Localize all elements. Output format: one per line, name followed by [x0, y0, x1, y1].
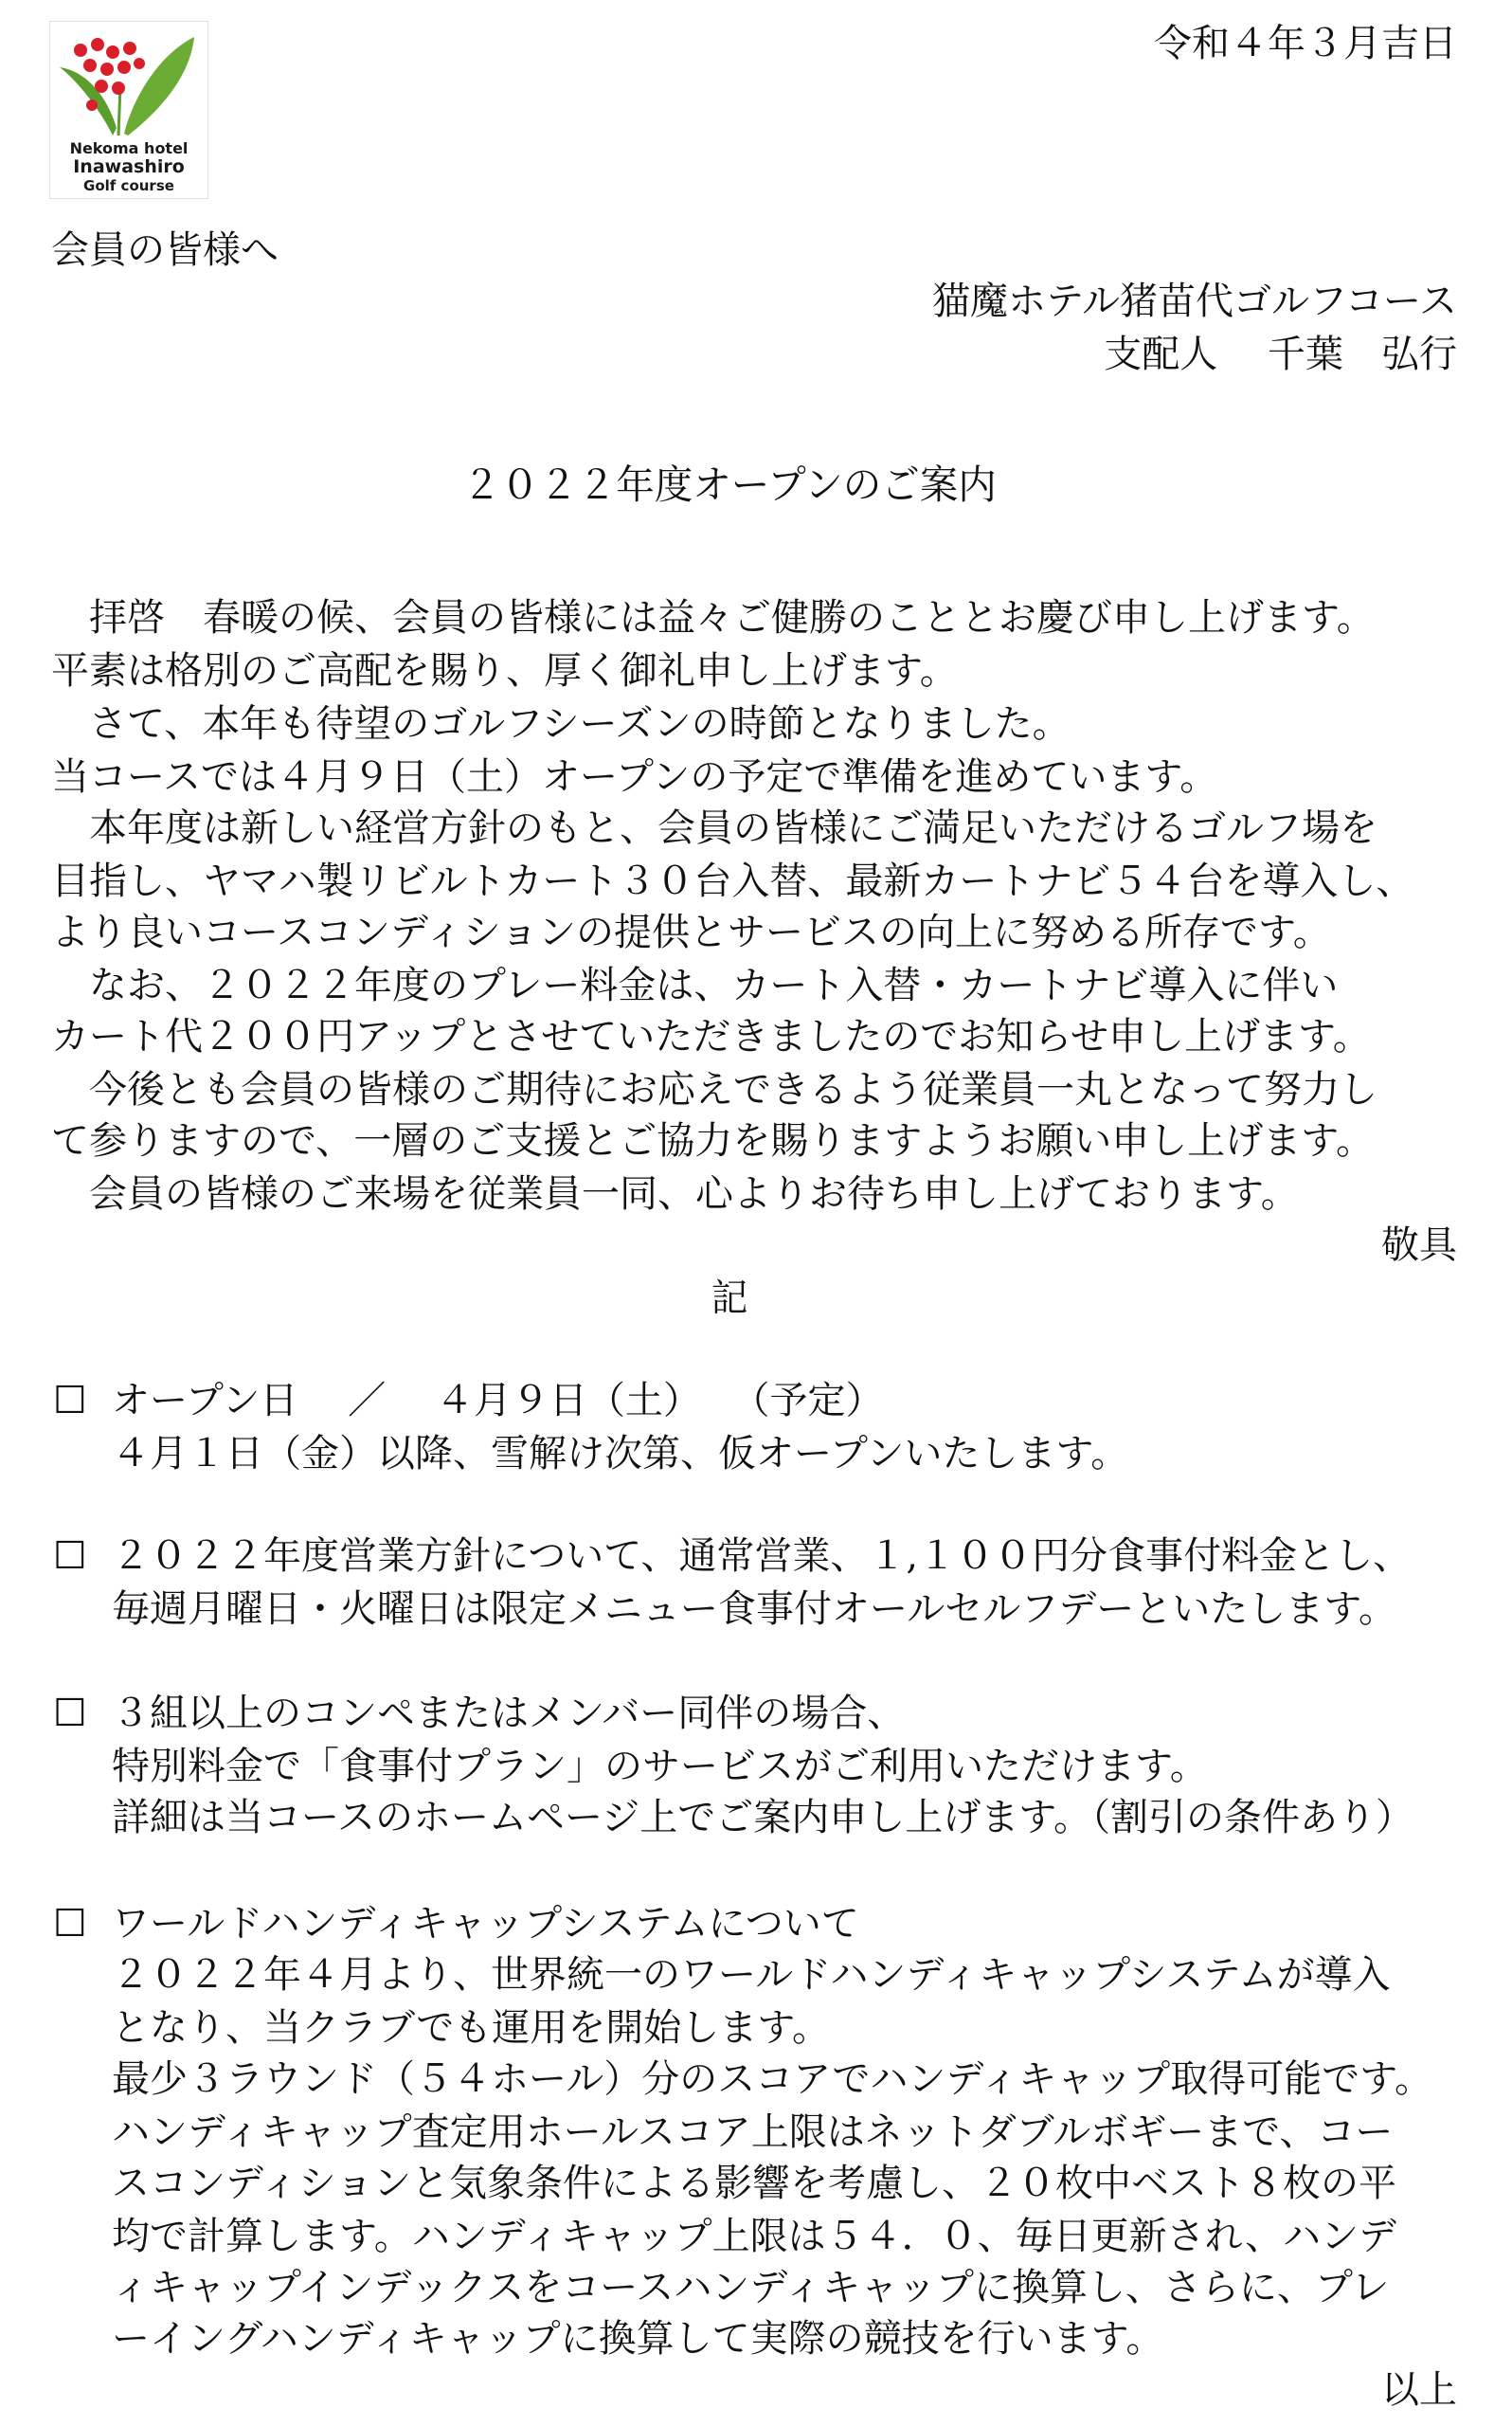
item-open-date-head: オープン日 ／ ４月９日（土） （予定）	[112, 1379, 884, 1422]
body-line: さて、本年も待望のゴルフシーズンの時節となりました。	[51, 702, 1071, 746]
item-handicap-line: スコンディションと気象条件による影響を考慮し、２０枚中ベスト８枚の平	[112, 2162, 1396, 2205]
addressee: 会員の皆様へ	[51, 228, 279, 272]
body-line: 当コースでは４月９日（土）オープンの予定で準備を進めています。	[51, 755, 1218, 799]
item-compe-line: 特別料金で「食事付プラン」のサービスがご利用いただけます。	[112, 1745, 1208, 1788]
logo-text-line3: Golf course	[83, 177, 174, 194]
item-handicap-line: ーイングハンディキャップに換算して実際の競技を行います。	[112, 2317, 1164, 2361]
body-line: て参りますので、一層のご支援とご協力を賜りますようお願い申し上げます。	[51, 1119, 1374, 1163]
closing-ijou: 以上	[1381, 2368, 1457, 2412]
item-policy-head: ２０２２年度営業方針について、通常営業、１,１００円分食事付料金とし、	[112, 1534, 1412, 1578]
checkbox-icon: ☐	[53, 1534, 87, 1578]
item-handicap-line: となり、当クラブでも運用を開始します。	[112, 2006, 830, 2050]
item-handicap-line: ィキャップインデックスをコースハンディキャップに換算し、さらに、プレ	[112, 2266, 1390, 2309]
ki-heading: 記	[711, 1276, 748, 1320]
item-handicap-line: ハンディキャップ査定用ホールスコア上限はネットダブルボギーまで、コー	[112, 2110, 1394, 2154]
item-policy-line: 毎週月曜日・火曜日は限定メニュー食事付オールセルフデーといたします。	[112, 1587, 1396, 1631]
date: 令和４年３月吉日	[1154, 22, 1457, 65]
checkbox-icon: ☐	[53, 1379, 87, 1422]
page-title: ２０２２年度オープンのご案内	[462, 462, 997, 508]
logo-text-line1: Nekoma hotel	[69, 139, 189, 157]
sender-name: 支配人 千葉 弘行	[1104, 333, 1457, 376]
item-handicap-line: 最少３ラウンド（５４ホール）分のスコアでハンディキャップ取得可能です。	[112, 2057, 1432, 2101]
item-compe-line: 詳細は当コースのホームページ上でご案内申し上げます。（割引の条件あり）	[112, 1796, 1413, 1839]
checkbox-icon: ☐	[53, 1692, 87, 1735]
item-compe-head: ３組以上のコンペまたはメンバー同伴の場合、	[112, 1692, 906, 1735]
sender-org: 猫魔ホテル猪苗代ゴルフコース	[932, 280, 1457, 323]
item-handicap-head: ワールドハンディキャップシステムについて	[112, 1902, 859, 1946]
checkbox-icon: ☐	[53, 1902, 87, 1946]
item-handicap-line: 均で計算します。ハンディキャップ上限は５４．０、毎日更新され、ハンデ	[112, 2215, 1396, 2258]
body-line: 本年度は新しい経営方針のもと、会員の皆様にご満足いただけるゴルフ場を	[51, 806, 1377, 850]
body-line: カート代２００円アップとさせていただきましたのでお知らせ申し上げます。	[51, 1015, 1371, 1059]
berry-leaf-logo-icon	[58, 29, 200, 141]
body-line: 会員の皆様のご来場を従業員一同、心よりお待ち申し上げております。	[51, 1172, 1299, 1216]
body-line: 今後とも会員の皆様のご期待にお応えできるよう従業員一丸となって努力し	[51, 1068, 1377, 1112]
body-line: より良いコースコンディションの提供とサービスの向上に努める所存です。	[51, 911, 1331, 954]
body-line: なお、２０２２年度のプレー料金は、カート入替・カートナビ導入に伴い	[51, 964, 1339, 1007]
logo-text-line2: Inawashiro	[73, 156, 185, 177]
hotel-logo	[49, 21, 208, 199]
closing-keigu: 敬具	[1381, 1223, 1457, 1267]
item-open-date-line: ４月１日（金）以降、雪解け次第、仮オープンいたします。	[112, 1432, 1129, 1476]
body-line: 拝啓 春暖の候、会員の皆様には益々ご健勝のこととお慶び申し上げます。	[51, 596, 1375, 640]
body-line: 平素は格別のご高配を賜り、厚く御礼申し上げます。	[51, 649, 958, 693]
item-handicap-line: ２０２２年４月より、世界統一のワールドハンディキャップシステムが導入	[112, 1953, 1391, 1997]
body-line: 目指し、ヤマハ製リビルトカート３０台入替、最新カートナビ５４台を導入し、	[51, 860, 1414, 903]
